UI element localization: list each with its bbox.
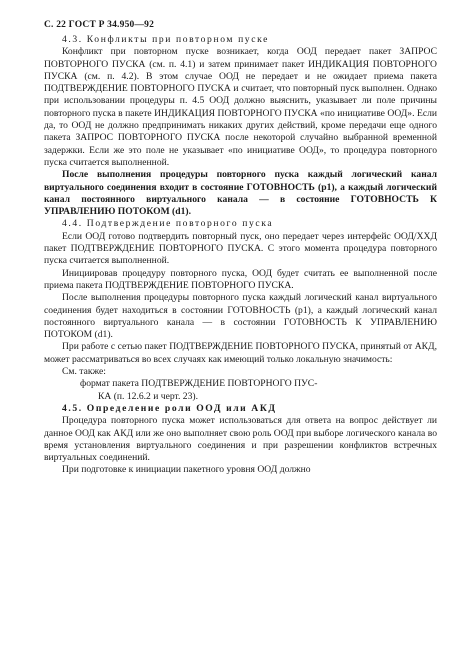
section-4-4-paragraph-4: При работе с сетью пакет ПОДТВЕРЖДЕНИЕ ПОВТОРНОГО ПУСКА, принятый от АКД, может рассматриваться во всех случаях как имеющий только локальную значимость:	[44, 341, 437, 365]
section-4-3-title: 4.3. Конфликты при повторном пуске	[62, 34, 269, 45]
section-4-5-paragraph-1: Процедура повторного пуска может использоваться для ответа на вопрос действует ли данное ООД как АКД или же оно выполняет свою роль ООД при выборе логического канала во время установления виртуального соединения и при разрешении конфликтов встречных виртуальных соединений.	[44, 415, 437, 464]
section-4-4-title: 4.4. Подтверждение повторного пуска	[62, 218, 274, 230]
see-also-item-line-1: формат пакета ПОДТВЕРЖДЕНИЕ ПОВТОРНОГО ПУС-	[80, 378, 318, 390]
section-4-4-paragraph-2: Инициировав процедуру повторного пуска, ООД будет считать ее выполненной после приема пакета ПОДТВЕРЖДЕНИЕ ПОВТОРНОГО ПУСКА.	[44, 267, 437, 291]
section-4-3-paragraph-1: Конфликт при повторном пуске возникает, когда ООД передает пакет ЗАПРОС ПОВТОРНОГО ПУСКА (см. п. 4.1) и затем принимает пакет ИНДИКАЦИЯ ПОВТОРНОГО ПУСКА (см. п. 4.2). В этом случае ООД не передает и не ожидает приема пакета ПОДТВЕРЖДЕНИЕ ПОВТОРНОГО ПУСКА и считает, что повторный пуск выполнен. Однако при использовании процедуры п. 4.5 ООД должно выяснить, указывает ли поле причины повторного пуска в пакете ИНДИКАЦИЯ ПОВТОРНОГО ПУСКА «по инициативе ООД». Если да, то ООД не должно предпринимать никаких других действий, кроме передачи еще одного пакета ЗАПРОС ПОВТОРНОГО ПУСКА после некоторой случайно выбранной временной задержки. Если же это поле не указывает «по инициативе ООД», то процедура повторного пуска считается выполненной.	[44, 46, 437, 168]
section-4-4-paragraph-3: После выполнения процедуры повторного пуска каждый логический канал виртуального соединения будет находиться в состоянии ГОТОВНОСТЬ (р1), а каждый логический канал постоянного виртуального канала — в состоянии ГОТОВНОСТЬ К УПРАВЛЕНИЮ ПОТОКОМ (d1).	[44, 292, 437, 341]
see-also-item-line-2: КА (п. 12.6.2 и черт. 23).	[98, 390, 198, 402]
see-also-label: См. также:	[62, 366, 106, 378]
section-4-3-paragraph-2: После выполнения процедуры повторного пуска каждый логический канал виртуального соединения входит в состояние ГОТОВНОСТЬ (р1), а каждый логический канал постоянного виртуального канала — в состояние ГОТОВНОСТЬ К УПРАВЛЕНИЮ ПОТОКОМ (d1).	[44, 169, 437, 218]
section-4-5-title: 4.5. Определение роли ООД или АКД	[62, 402, 277, 414]
section-4-4-paragraph-1: Если ООД готово подтвердить повторный пуск, оно передает через интерфейс ООД/ХХД пакет ПОДТВЕРЖДЕНИЕ ПОВТОРНОГО ПУСКА. С этого момента процедура повторного пуска считается выполненной.	[44, 230, 437, 267]
see-also-item	[44, 378, 437, 403]
running-head: С. 22 ГОСТ Р 34.950—92	[44, 20, 155, 30]
section-4-5-paragraph-2: При подготовке к инициации пакетного уровня ООД должно	[62, 464, 311, 476]
